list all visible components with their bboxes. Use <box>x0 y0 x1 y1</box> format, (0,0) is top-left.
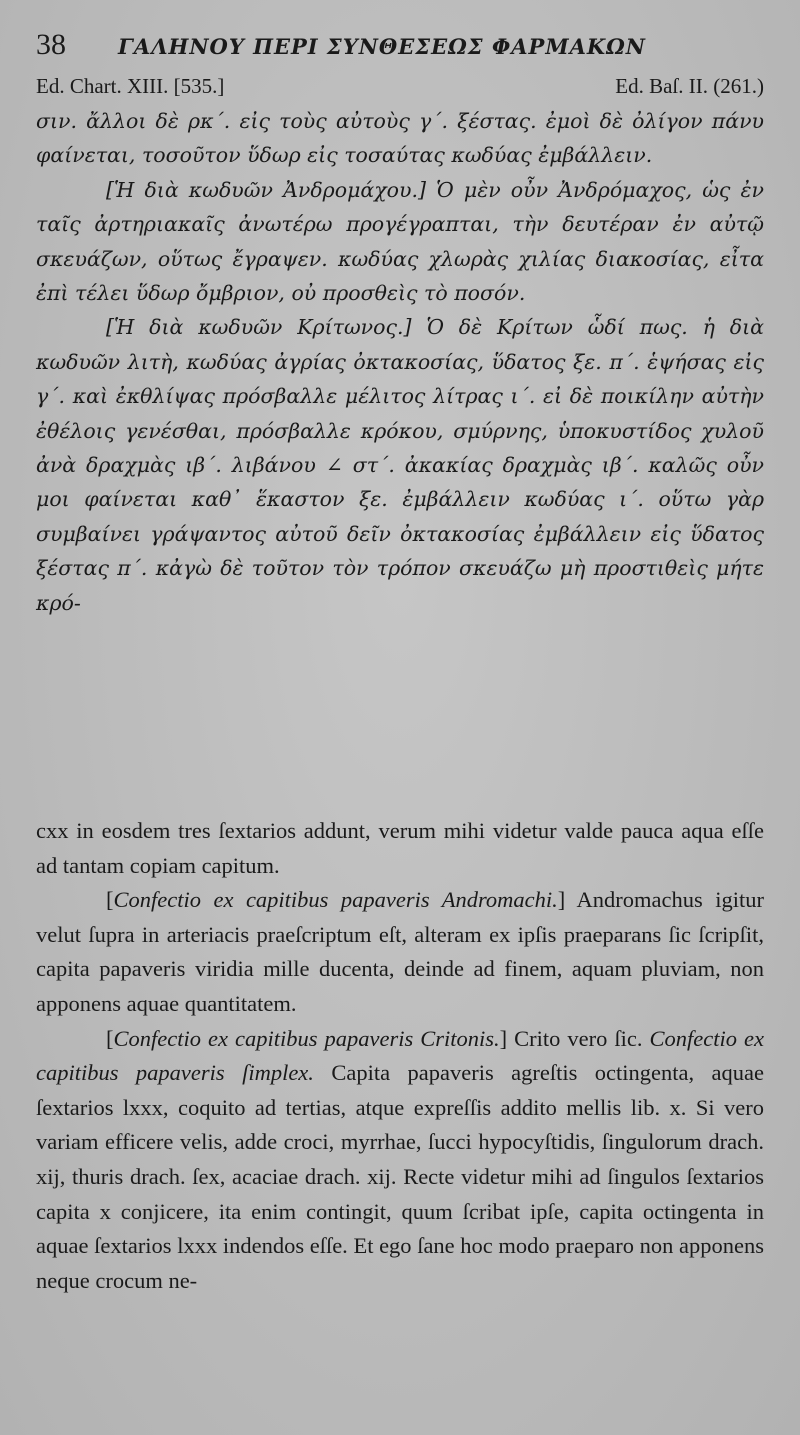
greek-text-block <box>36 104 764 764</box>
page-number: 38 <box>36 28 66 61</box>
greek-paragraph-3 <box>36 310 764 620</box>
greek-paragraph-1: σιν. ἄλλοι δὲ ρκ΄. εἰς τοὺς αὐτοὺς γ΄. ξέστας. ἐμοὶ δὲ ὀλίγον πάνυ φαίνεται, τοσοῦτον ὕδωρ εἰς τοσαύτας κωδύας ἐμβάλλειν. <box>36 109 764 168</box>
running-title: ΓΑΛΗΝΟΥ ΠΕΡΙ ΣΥΝΘΕΣΕΩΣ ΦΑΡΜΑΚΩΝ <box>118 34 646 59</box>
latin-bracket-open: [ <box>106 887 114 913</box>
latin-bracket-open: [ <box>106 1025 114 1051</box>
latin-text-block <box>36 814 764 1298</box>
latin-paragraph-3-text-b: Capita papaveris agreſtis octingenta, aquae ſextarios lxxx, coquito ad tertias, atque expreſſis addito mellis lib. x. Si vero variam efficere velis, adde croci, myrrhae, ſucci hypocyſtidis, ſingulorum drach. xij, thuris drach. ſex, acaciae drach. xij. Recte videtur mihi ad ſingulos ſextarios capita x conjicere, ita enim contingit, quum ſcribat ipſe, capita octingenta in aquae ſextarios lxxx indendos eſſe. Et ego ſane hoc modo praeparo non apponens neque crocum ne- <box>36 1060 765 1293</box>
latin-paragraph-2-text: Andromachus igitur velut ſupra in arteriacis praeſcriptum eſt, alteram ex ipſis praeparans ſic ſcripſit, capita papaveris viridia mille ducenta, deinde ad finem, aquam pluviam, non apponens aquae quantitatem. <box>36 887 764 1016</box>
running-head <box>36 28 764 68</box>
latin-subheading-simplex: Confectio ex capitibus papaveris ſimplex. <box>36 1025 764 1086</box>
latin-paragraph-1: cxx in eosdem tres ſextarios addunt, verum mihi videtur valde pauca aqua eſſe ad tantam copiam capitum. <box>36 818 764 878</box>
latin-bracket-close: ] <box>557 887 566 913</box>
greek-section-heading-crito: [Ἡ διὰ κωδυῶν Κρίτωνος.] <box>106 315 412 340</box>
greek-paragraph-3-text: Ὁ δὲ Κρίτων ὧδί πως. ἡ διὰ κωδυῶν λιτὴ, κωδύας ἀγρίας ὀκτακοσίας, ὕδατος ξε. π΄. ἑψήσας εἰς γ΄. καὶ ἐκθλίψας πρόσβαλλε μέλιτος λίτρας ι΄. εἰ δὲ ποικίλην αὐτὴν ἐθέλοις γενέσθαι, πρόσβαλλε κρόκου, σμύρνης, ὑποκυστίδος χυλοῦ ἀνὰ δραχμὰς ιβ΄. λιβάνου ∠ στ΄. ἀκακίας δραχμὰς ιβ΄. καλῶς οὖν μοι φαίνεται καθ᾽ ἕκαστον ξε. ἐμβάλλειν κωδύας ι΄. οὕτω γὰρ συμβαίνει γράψαντος αὐτοῦ δεῖν ὀκτακοσίας ἐμβάλλειν εἰς ὕδατος ξέστας π΄. κἀγὼ δὲ τοῦτον τὸν τρόπον σκευάζω μὴ προστιθεὶς μήτε κρό- <box>36 315 765 615</box>
edition-reference-left: Ed. Chart. XIII. [535.] <box>36 74 225 98</box>
latin-bracket-close: ] <box>499 1025 508 1051</box>
latin-paragraph-2 <box>36 883 764 1021</box>
edition-reference-right: Ed. Baſ. II. (261.) <box>615 74 764 98</box>
greek-paragraph-2-text: Ὁ μὲν οὖν Ἀνδρόμαχος, ὡς ἐν ταῖς ἀρτηριακαῖς ἀνωτέρω προγέγραπται, τὴν δευτέραν ἐν αὐτῷ σκευάζων, οὕτως ἔγραψεν. κωδύας χλωρὰς χιλίας διακοσίας, εἶτα ἐπὶ τέλει ὕδωρ ὄμβριον, οὐ προσθεὶς τὸ ποσόν. <box>36 177 765 306</box>
latin-section-heading-andromachus: Confectio ex capitibus papaveris Andromachi. <box>113 887 558 913</box>
greek-section-heading-andromachus: [Ἡ διὰ κωδυῶν Ἀνδρομάχου.] <box>106 177 426 202</box>
latin-paragraph-3 <box>36 1022 764 1299</box>
latin-section-heading-crito: Confectio ex capitibus papaveris Critonis. <box>113 1025 500 1051</box>
edition-line <box>36 74 764 104</box>
greek-paragraph-2 <box>36 173 764 311</box>
latin-paragraph-3-text-a: Crito vero ſic. <box>507 1025 650 1051</box>
